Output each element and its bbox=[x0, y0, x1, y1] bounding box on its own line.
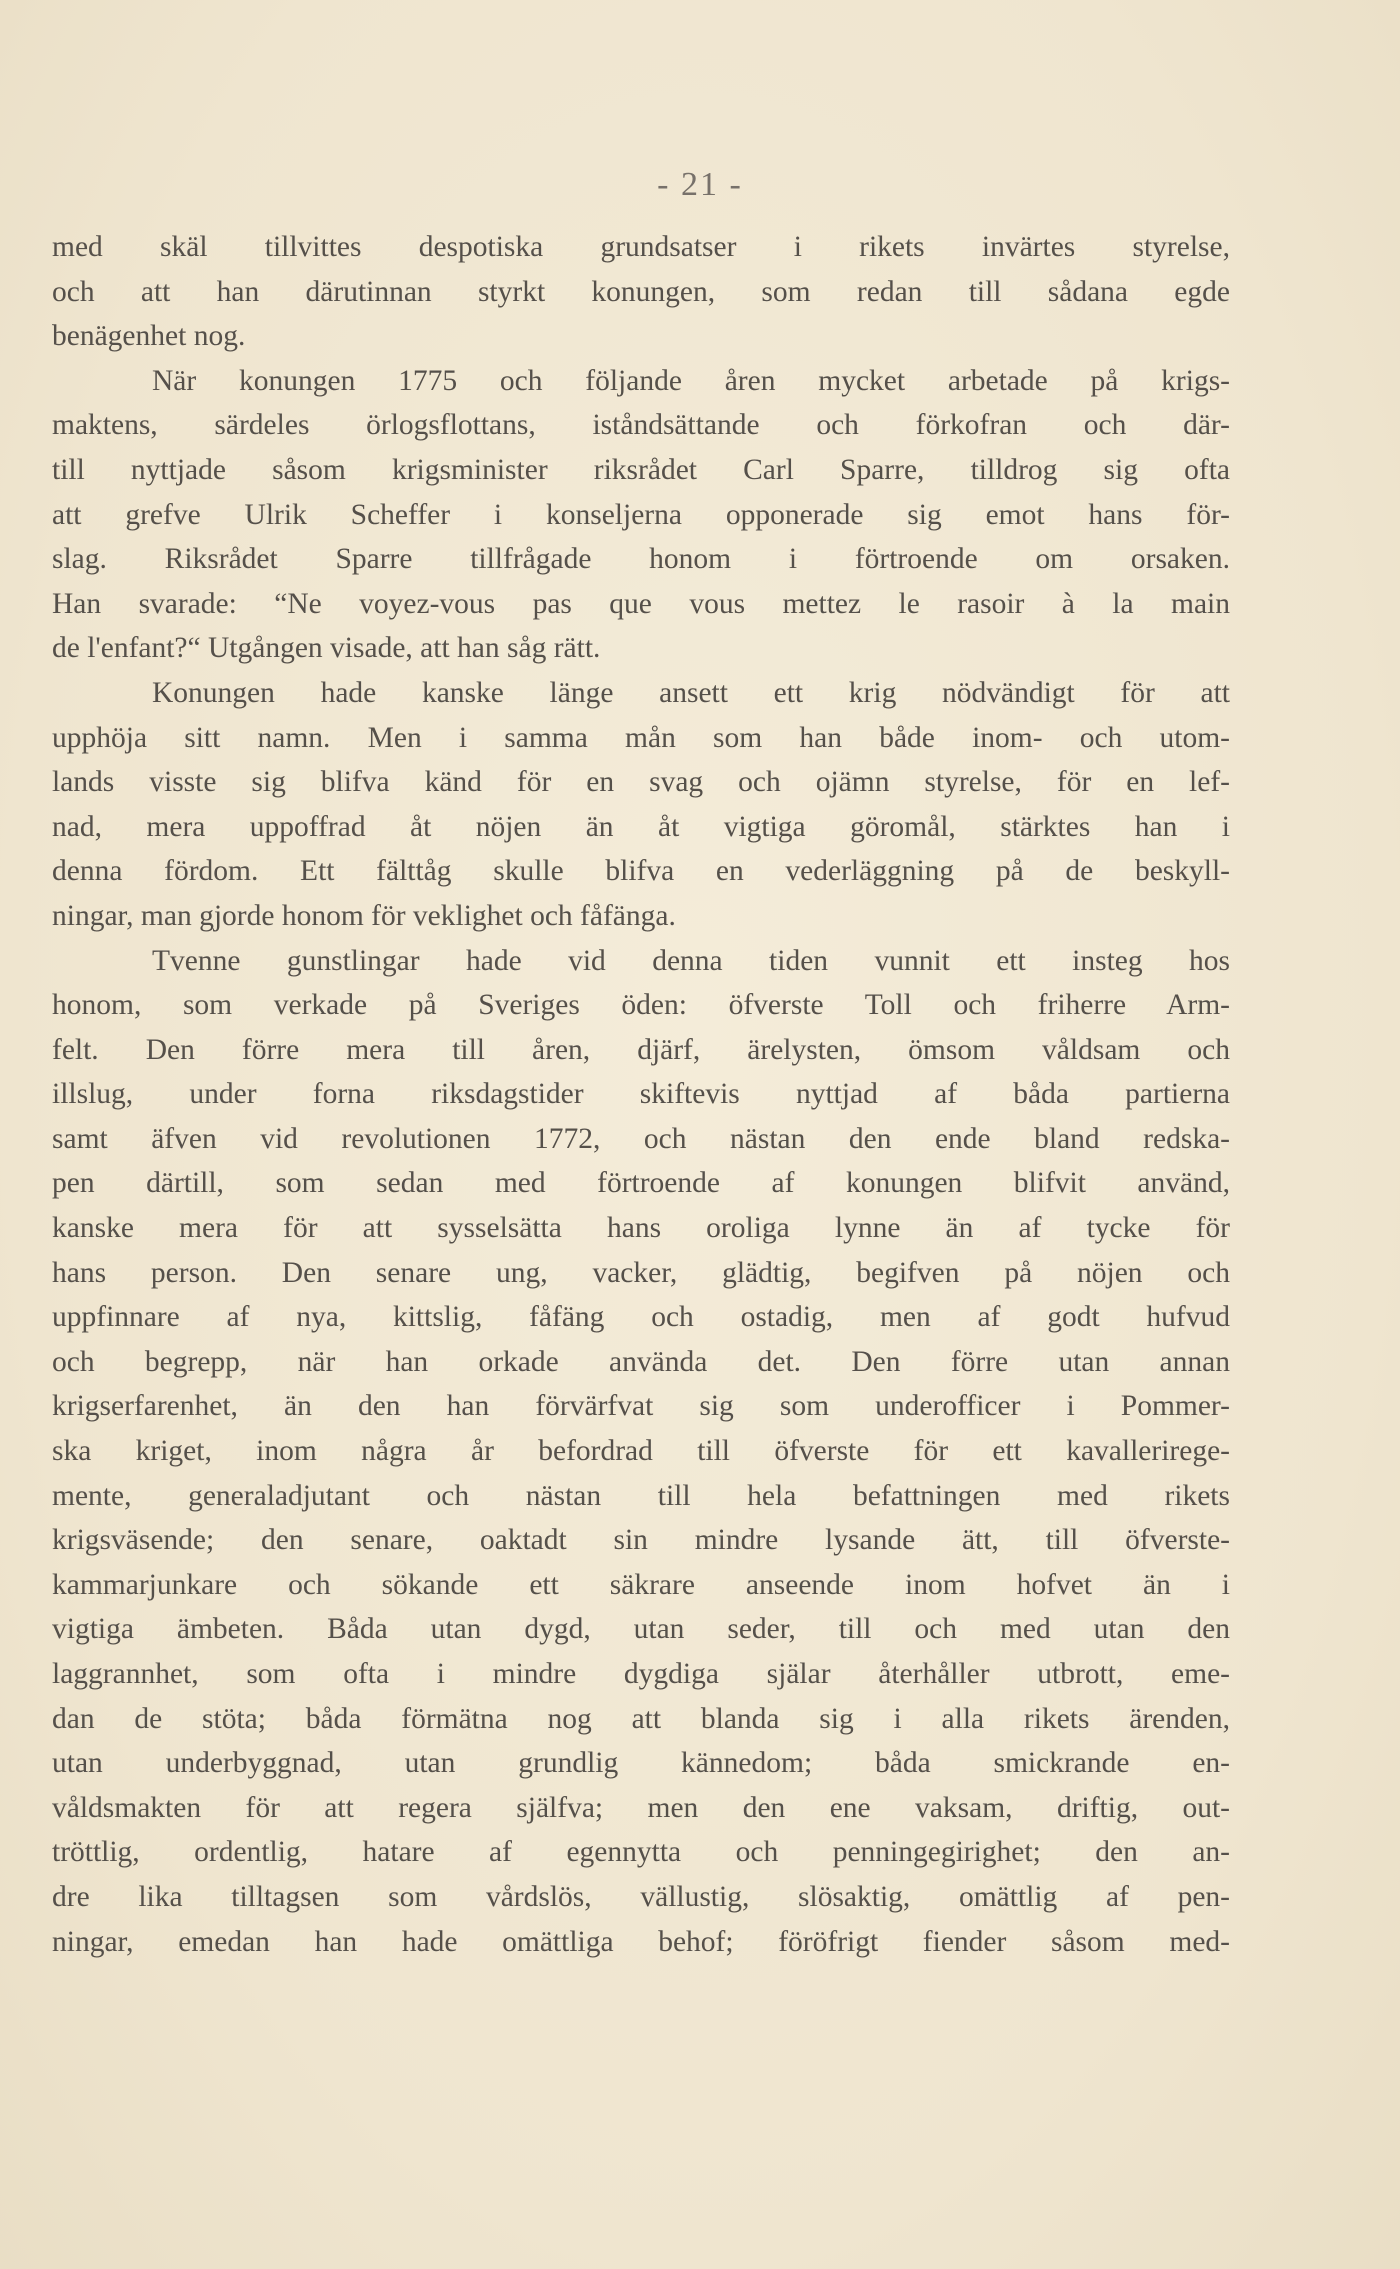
text-line: och att han därutinnan styrkt konungen, som redan till sådana egde bbox=[52, 275, 1230, 308]
text-line: nad, mera uppoffrad åt nöjen än åt vigtiga göromål, stärktes han i bbox=[52, 810, 1230, 843]
text-line: och begrepp, när han orkade använda det. Den förre utan annan bbox=[52, 1345, 1230, 1378]
text-line: dan de stöta; båda förmätna nog att blanda sig i alla rikets ärenden, bbox=[52, 1702, 1230, 1735]
text-line: våldsmakten för att regera själfva; men den ene vaksam, driftig, out- bbox=[52, 1791, 1230, 1824]
text-line: hans person. Den senare ung, vacker, glädtig, begifven på nöjen och bbox=[52, 1256, 1230, 1289]
text-line: samt äfven vid revolutionen 1772, och nästan den ende bland redska- bbox=[52, 1122, 1230, 1155]
text-line: illslug, under forna riksdagstider skiftevis nyttjad af båda partierna bbox=[52, 1078, 1230, 1111]
text-line: utan underbyggnad, utan grundlig kännedom; båda smickrande en- bbox=[52, 1747, 1230, 1780]
text-line: med skäl tillvittes despotiska grundsatser i rikets invärtes styrelse, bbox=[52, 231, 1230, 263]
text-line: att grefve Ulrik Scheffer i konseljerna opponerade sig emot hans för- bbox=[52, 498, 1230, 531]
text-line: laggrannhet, som ofta i mindre dygdiga själar återhåller utbrott, eme- bbox=[52, 1658, 1230, 1690]
text-line: benägenhet nog. bbox=[52, 320, 246, 353]
text-line: upphöja sitt namn. Men i samma mån som han både inom- och utom- bbox=[52, 721, 1230, 754]
body-text bbox=[52, 225, 1230, 1964]
text-line: dre lika tilltagsen som vårdslös, vällustig, slösaktig, omättlig af pen- bbox=[52, 1880, 1230, 1913]
text-line: honom, som verkade på Sveriges öden: öfverste Toll och friherre Arm- bbox=[52, 989, 1230, 1022]
text-line: ningar, man gjorde honom för veklighet och fåfänga. bbox=[52, 899, 676, 932]
text-line: Han svarade: “Ne voyez-vous pas que vous mettez le rasoir à la main bbox=[52, 587, 1230, 620]
text-line: vigtiga ämbeten. Båda utan dygd, utan seder, till och med utan den bbox=[52, 1613, 1230, 1646]
text-line: Tvenne gunstlingar hade vid denna tiden vunnit ett insteg hos bbox=[152, 944, 1230, 977]
text-line: lands visste sig blifva känd för en svag och ojämn styrelse, för en lef- bbox=[52, 766, 1230, 799]
text-line: felt. Den förre mera till åren, djärf, ärelysten, ömsom våldsam och bbox=[52, 1033, 1230, 1066]
page-number: - 21 - bbox=[657, 166, 743, 203]
text-line: tröttlig, ordentlig, hatare af egennytta och penningegirighet; den an- bbox=[52, 1836, 1230, 1869]
text-line: uppfinnare af nya, kittslig, fåfäng och ostadig, men af godt hufvud bbox=[52, 1301, 1230, 1334]
text-line: ska kriget, inom några år befordrad till öfverste för ett kavallerirege- bbox=[52, 1435, 1230, 1468]
text-line: krigsväsende; den senare, oaktadt sin mindre lysande ätt, till öfverste- bbox=[52, 1524, 1230, 1557]
text-line: maktens, särdeles örlogsflottans, iståndsättande och förkofran och där- bbox=[52, 409, 1230, 442]
text-line: När konungen 1775 och följande åren mycket arbetade på krigs- bbox=[152, 364, 1230, 397]
text-line: krigserfarenhet, än den han förvärfvat sig som underofficer i Pommer- bbox=[52, 1390, 1230, 1423]
text-line: denna fördom. Ett fälttåg skulle blifva en vederläggning på de beskyll- bbox=[52, 855, 1230, 888]
text-line: kanske mera för att sysselsätta hans oroliga lynne än af tycke för bbox=[52, 1212, 1230, 1245]
text-line: ningar, emedan han hade omättliga behof; föröfrigt fiender såsom med- bbox=[52, 1925, 1230, 1958]
text-line: pen därtill, som sedan med förtroende af konungen blifvit använd, bbox=[52, 1167, 1230, 1200]
text-line: Konungen hade kanske länge ansett ett krig nödvändigt för att bbox=[152, 676, 1230, 709]
text-line: mente, generaladjutant och nästan till hela befattningen med rikets bbox=[52, 1479, 1230, 1512]
text-line: till nyttjade såsom krigsminister riksrådet Carl Sparre, tilldrog sig ofta bbox=[52, 453, 1230, 486]
text-line: slag. Riksrådet Sparre tillfrågade honom i förtroende om orsaken. bbox=[52, 543, 1230, 576]
text-line: de l'enfant?“ Utgången visade, att han såg rätt. bbox=[52, 632, 601, 665]
text-line: kammarjunkare och sökande ett säkrare anseende inom hofvet än i bbox=[52, 1568, 1230, 1601]
